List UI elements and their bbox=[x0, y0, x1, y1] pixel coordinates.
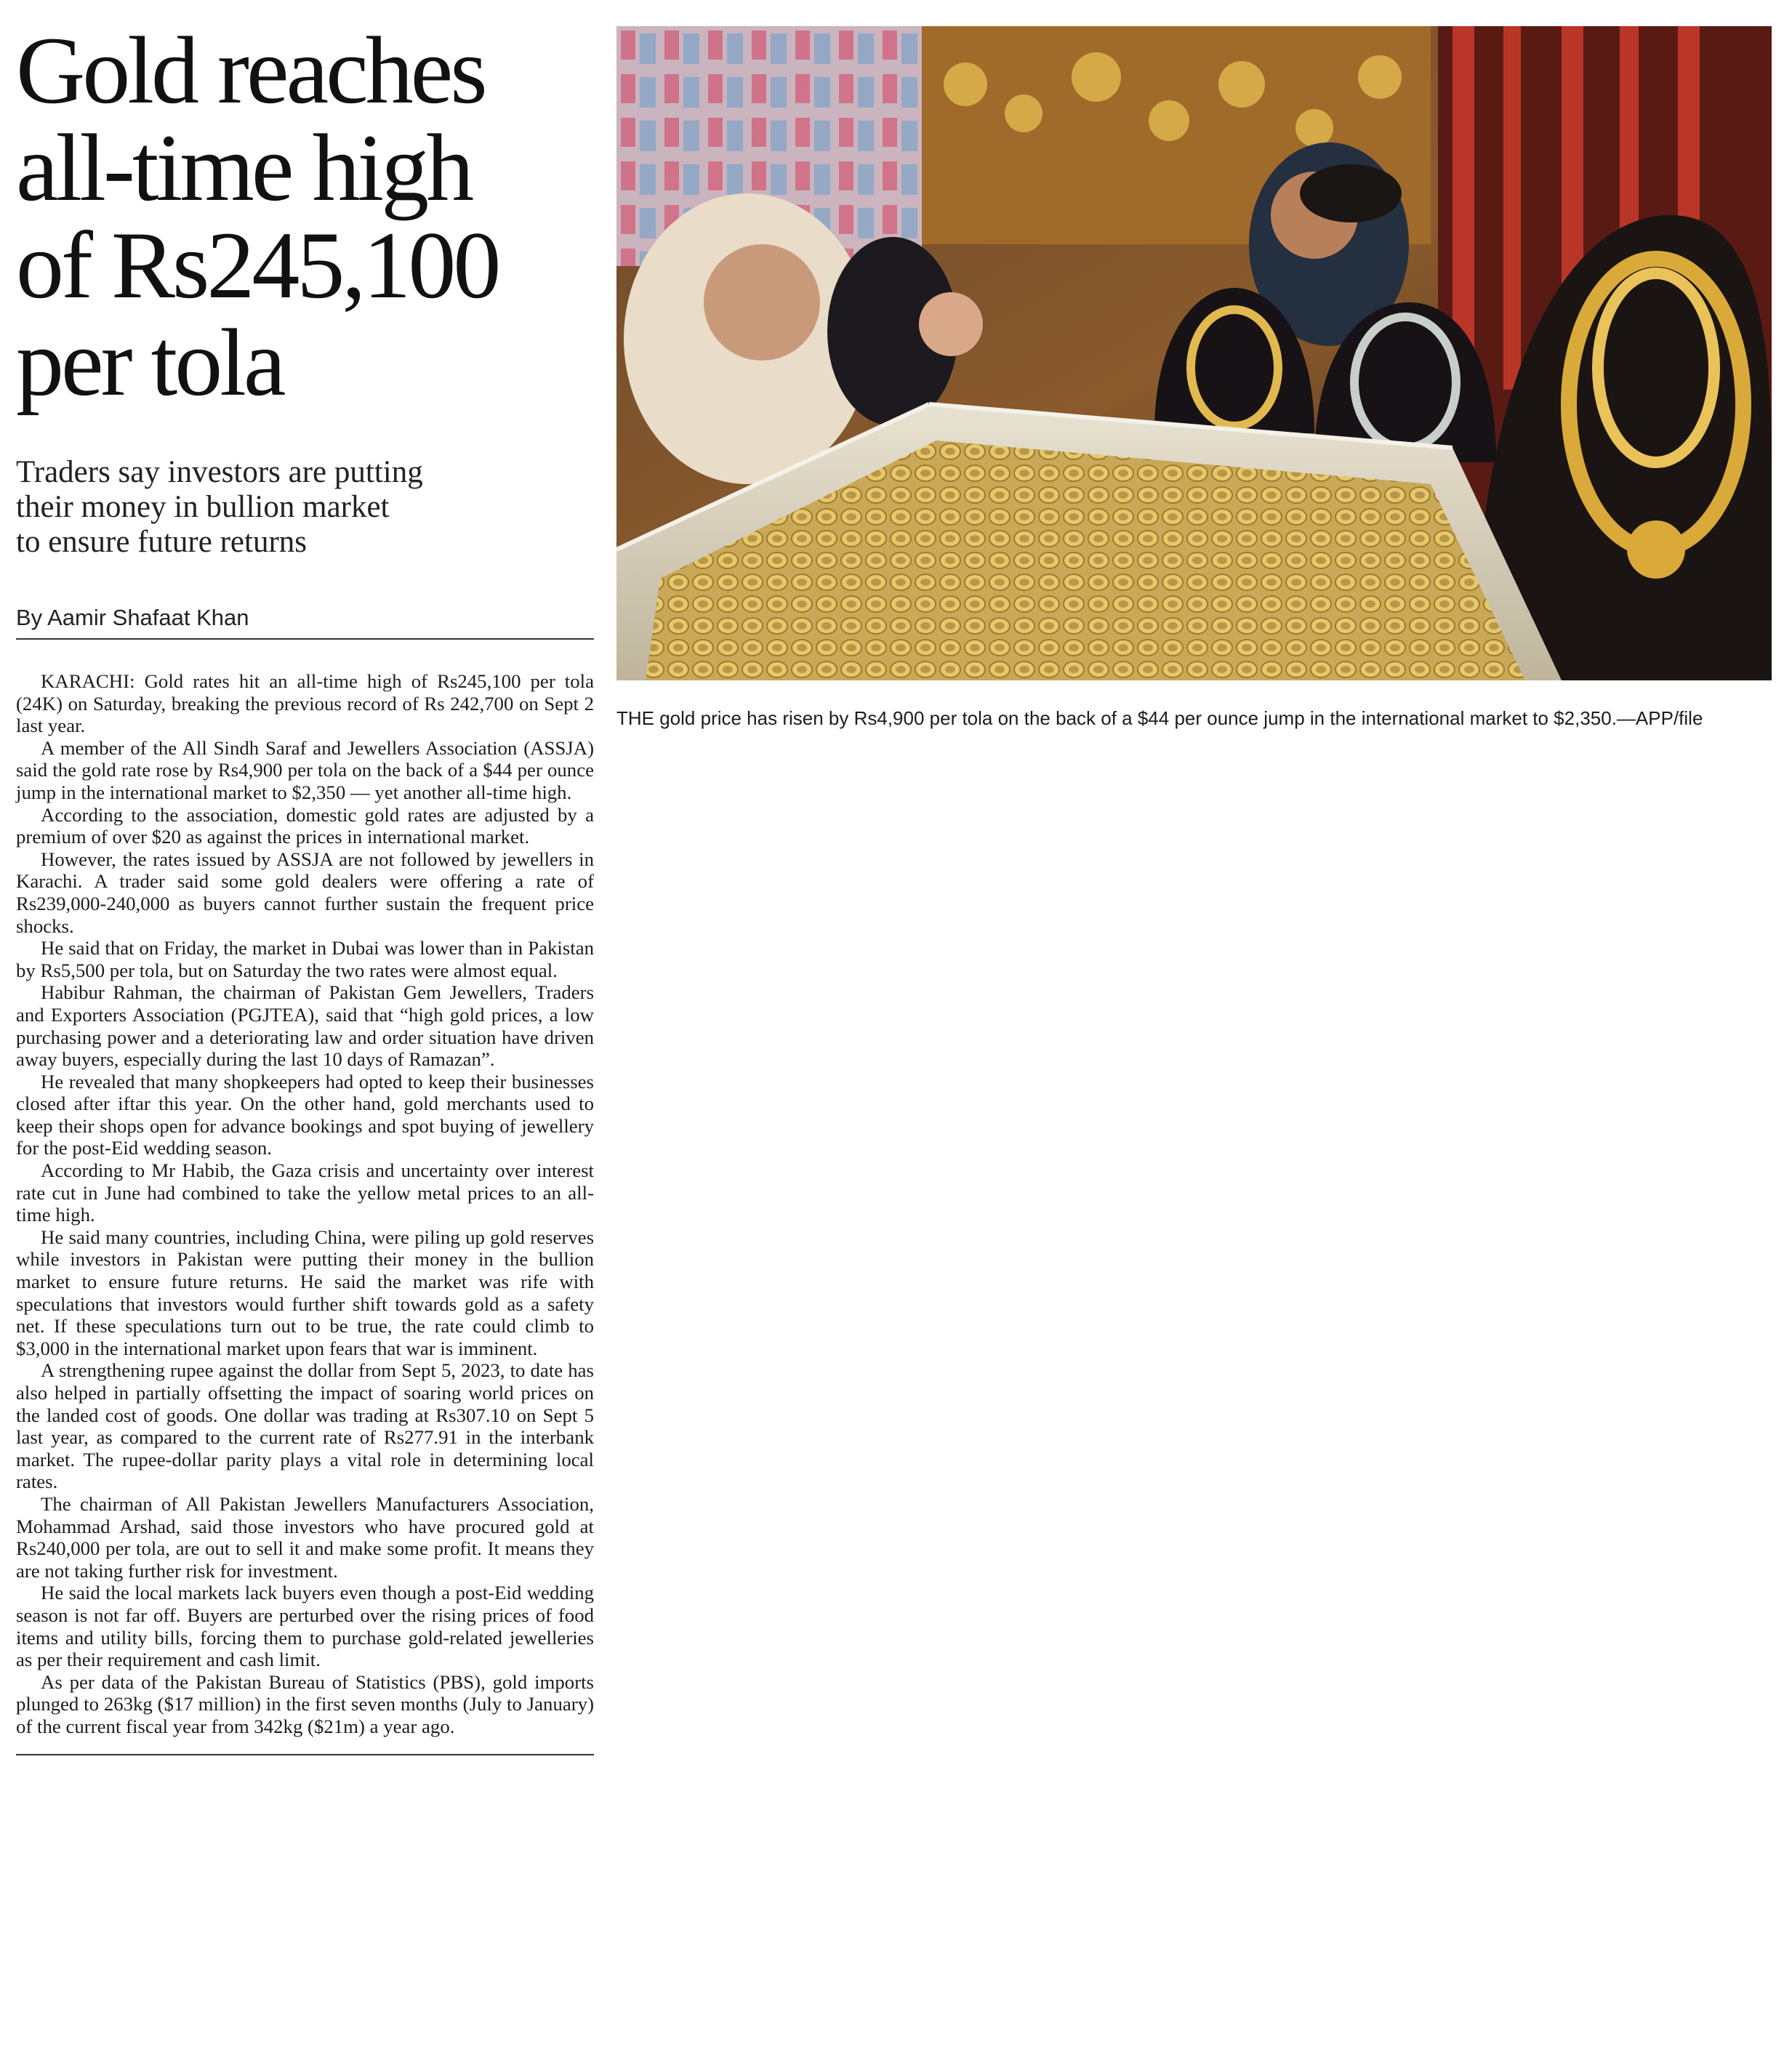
paragraph: According to Mr Habib, the Gaza crisis and uncertainty over interest rate cut in June had combined to take the yellow metal prices to an all-time high. bbox=[16, 1159, 594, 1226]
headline-line: of Rs245,100 bbox=[16, 212, 499, 318]
headline-line: per tola bbox=[16, 309, 284, 416]
deck bbox=[16, 455, 594, 560]
paragraph: A member of the All Sindh Saraf and Jewellers Association (ASSJA) said the gold rate rose by Rs4,900 per tola on the back of a $44 per ounce jump in the international market to $2,350 — yet another all-time high. bbox=[16, 736, 594, 803]
paragraph: He revealed that many shopkeepers had opted to keep their businesses closed after iftar this year. On the other hand, gold merchants used to keep their shops open for advance bookings and spot buying of jewellery for the post-Eid wedding season. bbox=[16, 1070, 594, 1159]
paragraph: He said many countries, including China, were piling up gold reserves while investors in Pakistan were putting their money in the bullion market to ensure future returns. He said the market was rife with speculations that investors would further shift towards gold as a safety net. If these speculations turn out to be true, the rate could climb to $3,000 in the international market upon fears that war is imminent. bbox=[16, 1226, 594, 1359]
deck-line: their money in bullion market bbox=[16, 490, 390, 524]
article-photo bbox=[616, 26, 1772, 680]
byline: By Aamir Shafaat Khan bbox=[16, 605, 594, 640]
paragraph: A strengthening rupee against the dollar from Sept 5, 2023, to date has also helped in partially offsetting the impact of soaring world prices on the landed cost of goods. One dollar was trading at Rs307.10 on Sept 5 last year, as compared to the current rate of Rs277.91 in the interbank market. The rupee-dollar parity plays a vital role in determining local rates. bbox=[16, 1359, 594, 1493]
headline-line: all-time high bbox=[16, 114, 472, 221]
paragraph: According to the association, domestic gold rates are adjusted by a premium of over $20 as against the prices in international market. bbox=[16, 803, 594, 848]
deck-line: to ensure future returns bbox=[16, 525, 307, 559]
photo-caption: THE gold price has risen by Rs4,900 per tola on the back of a $44 per ounce jump in the international market to $2,350.—APP/file bbox=[616, 707, 1703, 729]
article-column bbox=[16, 17, 594, 1755]
bottom-rule bbox=[16, 1754, 594, 1755]
paragraph: KARACHI: Gold rates hit an all-time high of Rs245,100 per tola (24K) on Saturday, breaking the previous record of Rs 242,700 on Sept 2 last year. bbox=[16, 670, 594, 737]
paragraph: He said the local markets lack buyers even though a post-Eid wedding season is not far off. Buyers are perturbed over the rising prices of food items and utility bills, forcing them to purchase gold-related jewelleries as per their requirement and cash limit. bbox=[16, 1582, 594, 1671]
paragraph: The chairman of All Pakistan Jewellers Manufacturers Association, Mohammad Arshad, said those investors who have procured gold at Rs240,000 per tola, are out to sell it and make some profit. It means they are not taking further risk for investment. bbox=[16, 1492, 594, 1582]
article-body bbox=[16, 670, 594, 1738]
paragraph: Habibur Rahman, the chairman of Pakistan Gem Jewellers, Traders and Exporters Association (PGJTEA), said that “high gold prices, a low purchasing power and a deteriorating law and order situation have driven away buyers, especially during the last 10 days of Ramazan”. bbox=[16, 981, 594, 1071]
deck-line: Traders say investors are putting bbox=[16, 455, 423, 489]
jewellery-shop-illustration bbox=[616, 26, 1772, 680]
paragraph: He said that on Friday, the market in Dubai was lower than in Pakistan by Rs5,500 per tola, but on Saturday the two rates were almost equal. bbox=[16, 937, 594, 981]
paragraph: As per data of the Pakistan Bureau of Statistics (PBS), gold imports plunged to 263kg ($17 million) in the first seven months (July to January) of the current fiscal year from 342kg ($21m) a year ago. bbox=[16, 1670, 594, 1737]
headline bbox=[16, 17, 594, 416]
headline-line: Gold reaches bbox=[16, 17, 485, 124]
paragraph: However, the rates issued by ASSJA are not followed by jewellers in Karachi. A trader said some gold dealers were offering a rate of Rs239,000-240,000 as buyers cannot further sustain the frequent price shocks. bbox=[16, 848, 594, 937]
